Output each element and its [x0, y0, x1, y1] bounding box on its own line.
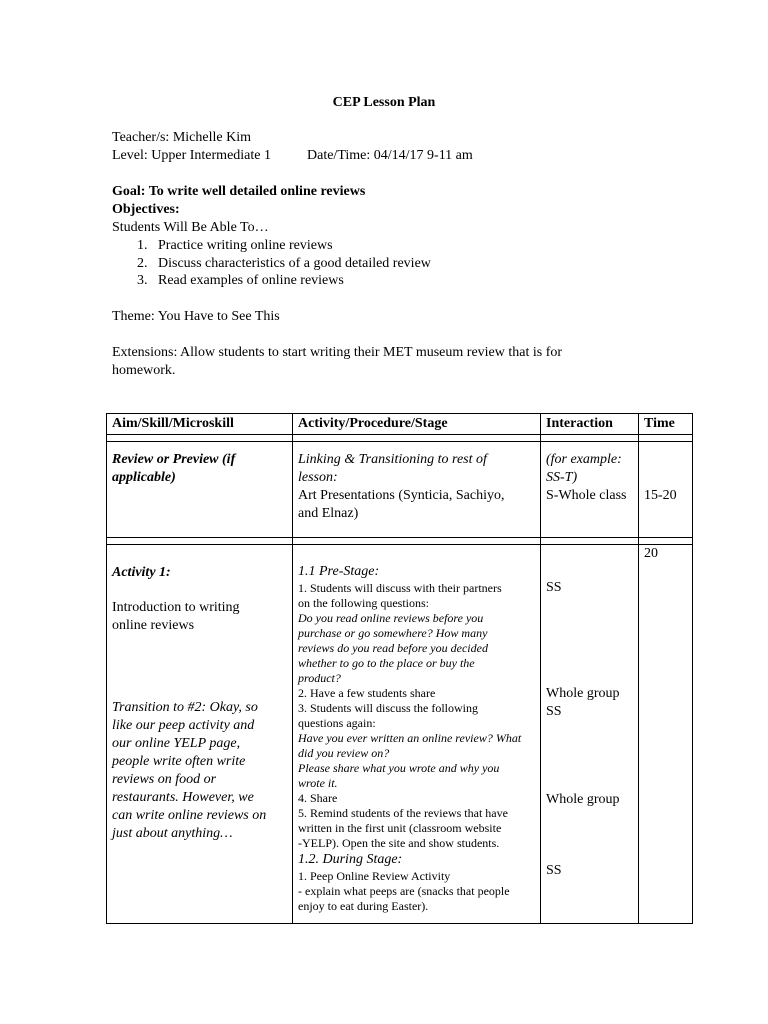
objective-item: 3.: [137, 273, 148, 288]
teacher-line: Teacher/s: Michelle Kim: [112, 130, 251, 145]
activity-text: enjoy to eat during Easter).: [298, 899, 429, 913]
aim-text: like our peep activity and: [112, 718, 255, 733]
activity-text: Please share what you wrote and why you: [298, 761, 500, 775]
activity-text: 5. Remind students of the reviews that have: [298, 806, 508, 820]
activity-text: -YELP). Open the site and show students.: [298, 836, 500, 850]
swbat-line: Students Will Be Able To…: [112, 220, 269, 235]
activity-text: Linking & Transitioning to rest of: [298, 452, 487, 467]
header-time: Time: [639, 414, 693, 435]
aim-text: Review or Preview (if: [112, 452, 236, 467]
aim-text: can write online reviews on: [112, 808, 267, 823]
aim-text: restaurants. However, we: [112, 790, 254, 805]
objective-item-text: Practice writing online reviews: [158, 238, 333, 253]
level-line: Level: Upper Intermediate 1: [112, 148, 271, 163]
aim-text: just about anything…: [112, 826, 233, 841]
objective-item-text: Discuss characteristics of a good detailed review: [158, 256, 431, 271]
extensions-line: homework.: [112, 363, 176, 378]
header-activity: Activity/Procedure/Stage: [293, 414, 541, 435]
interaction-text: SS-T): [546, 470, 578, 485]
interaction-text: (for example:: [546, 452, 622, 467]
activity-text: reviews do you read before you decided: [298, 641, 488, 655]
activity-text: 1.1 Pre-Stage:: [298, 564, 380, 579]
activity-text: Art Presentations (Synticia, Sachiyo,: [298, 488, 505, 503]
activity-text: - explain what peeps are (snacks that people: [298, 884, 510, 898]
activity-text: did you review on?: [298, 746, 390, 760]
activity-text: 1. Students will discuss with their partners: [298, 581, 502, 595]
activity-text: 1. Peep Online Review Activity: [298, 869, 451, 883]
activity-text: 2. Have a few students share: [298, 686, 436, 700]
activity-text: 1.2. During Stage:: [298, 852, 403, 867]
interaction-text: SS: [546, 863, 562, 878]
page-title: CEP Lesson Plan: [332, 95, 436, 110]
activity-text: on the following questions:: [298, 596, 429, 610]
activity-text: 4. Share: [298, 791, 338, 805]
activity-text: Do you read online reviews before you: [298, 611, 484, 625]
objective-item-text: Read examples of online reviews: [158, 273, 344, 288]
objectives-heading: Objectives:: [112, 202, 180, 217]
objective-item: 1.: [137, 238, 148, 253]
activity-text: 3. Students will discuss the following: [298, 701, 478, 715]
datetime-line: Date/Time: 04/14/17 9-11 am: [307, 148, 473, 163]
header-interaction: Interaction: [541, 414, 639, 435]
activity-text: wrote it.: [298, 776, 338, 790]
time-cell: [639, 545, 693, 924]
aim-text: Activity 1:: [112, 565, 171, 580]
table-row: [107, 545, 693, 924]
interaction-text: SS: [546, 580, 562, 595]
activity-cell: [293, 545, 541, 924]
activity-text: and Elnaz): [298, 506, 359, 521]
aim-text: our online YELP page,: [112, 736, 241, 751]
theme-line: Theme: You Have to See This: [112, 309, 280, 324]
aim-text: applicable): [112, 470, 176, 485]
aim-text: online reviews: [112, 618, 195, 633]
table-row: [107, 442, 693, 538]
time-text: 15-20: [644, 488, 677, 503]
lesson-plan-table: [106, 413, 693, 924]
interaction-cell: [541, 545, 639, 924]
activity-text: product?: [298, 671, 341, 685]
aim-text: reviews on food or: [112, 772, 217, 787]
activity-text: questions again:: [298, 716, 376, 730]
activity-text: written in the first unit (classroom website: [298, 821, 502, 835]
goal-line: Goal: To write well detailed online reviews: [112, 184, 366, 199]
interaction-text: SS: [546, 704, 562, 719]
activity-text: whether to go to the place or buy the: [298, 656, 475, 670]
table-header-row: [107, 414, 693, 435]
activity-text: purchase or go somewhere? How many: [298, 626, 488, 640]
interaction-text: Whole group: [546, 686, 620, 701]
aim-cell: [107, 442, 293, 538]
aim-cell: [107, 545, 293, 924]
header-aim: Aim/Skill/Microskill: [107, 414, 293, 435]
aim-text: Transition to #2: Okay, so: [112, 700, 258, 715]
extensions-line: Extensions: Allow students to start writing their MET museum review that is for: [112, 345, 563, 360]
time-text: 20: [644, 546, 658, 561]
time-cell: [639, 442, 693, 538]
objective-item: 2.: [137, 256, 148, 271]
activity-cell: [293, 442, 541, 538]
interaction-text: S-Whole class: [546, 488, 627, 503]
interaction-cell: [541, 442, 639, 538]
aim-text: people write often write: [112, 754, 246, 769]
interaction-text: Whole group: [546, 792, 620, 807]
activity-text: lesson:: [298, 470, 338, 485]
aim-text: Introduction to writing: [112, 600, 240, 615]
activity-text: Have you ever written an online review? What: [298, 731, 522, 745]
